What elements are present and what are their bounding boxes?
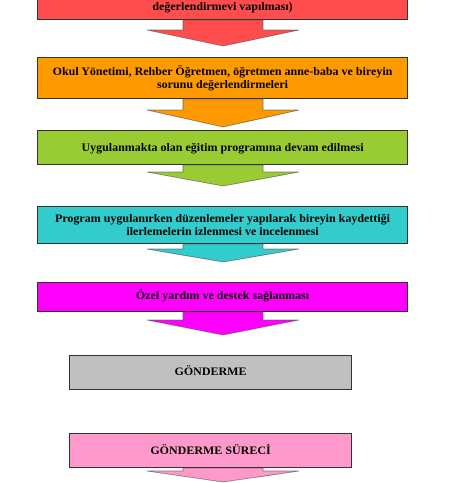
- flow-step-5: [37, 282, 408, 312]
- flow-step-4-text: Program uygulanırken düzenlemeler yapılarak bireyin kaydettiği ilerlemelerin izlenmesi ve incelenmesi: [54, 211, 390, 238]
- flow-step-6-text: GÖNDERME: [174, 364, 247, 378]
- flow-step-6: [69, 355, 352, 390]
- flow-step-2-text: Okul Yönetimi, Rehber Öğretmen, öğretmen anne-baba ve bireyin sorunu değerlendirmeleri: [52, 64, 393, 91]
- flow-step-3-text: Uygulanmakta olan eğitim programına devam edilmesi: [81, 140, 364, 154]
- flow-step-7: [69, 433, 352, 468]
- flow-step-1: [37, 0, 408, 20]
- flow-arrow-5: [143, 312, 303, 336]
- flow-arrow-1: [143, 20, 303, 47]
- flow-step-5-text: Özel yardım ve destek sağlanması: [135, 288, 310, 302]
- flow-arrow-4: [143, 244, 303, 263]
- flow-step-7-text: GÖNDERME SÜRECİ: [150, 443, 271, 457]
- flow-step-4: [37, 206, 408, 244]
- flow-arrow-2: [143, 99, 303, 128]
- flow-step-3: [37, 130, 408, 165]
- flow-arrow-3: [143, 165, 303, 187]
- flow-arrow-7: [143, 468, 303, 483]
- flow-step-1-text: değerlendirmevi vapılması): [152, 0, 293, 13]
- flow-step-2: [37, 57, 408, 99]
